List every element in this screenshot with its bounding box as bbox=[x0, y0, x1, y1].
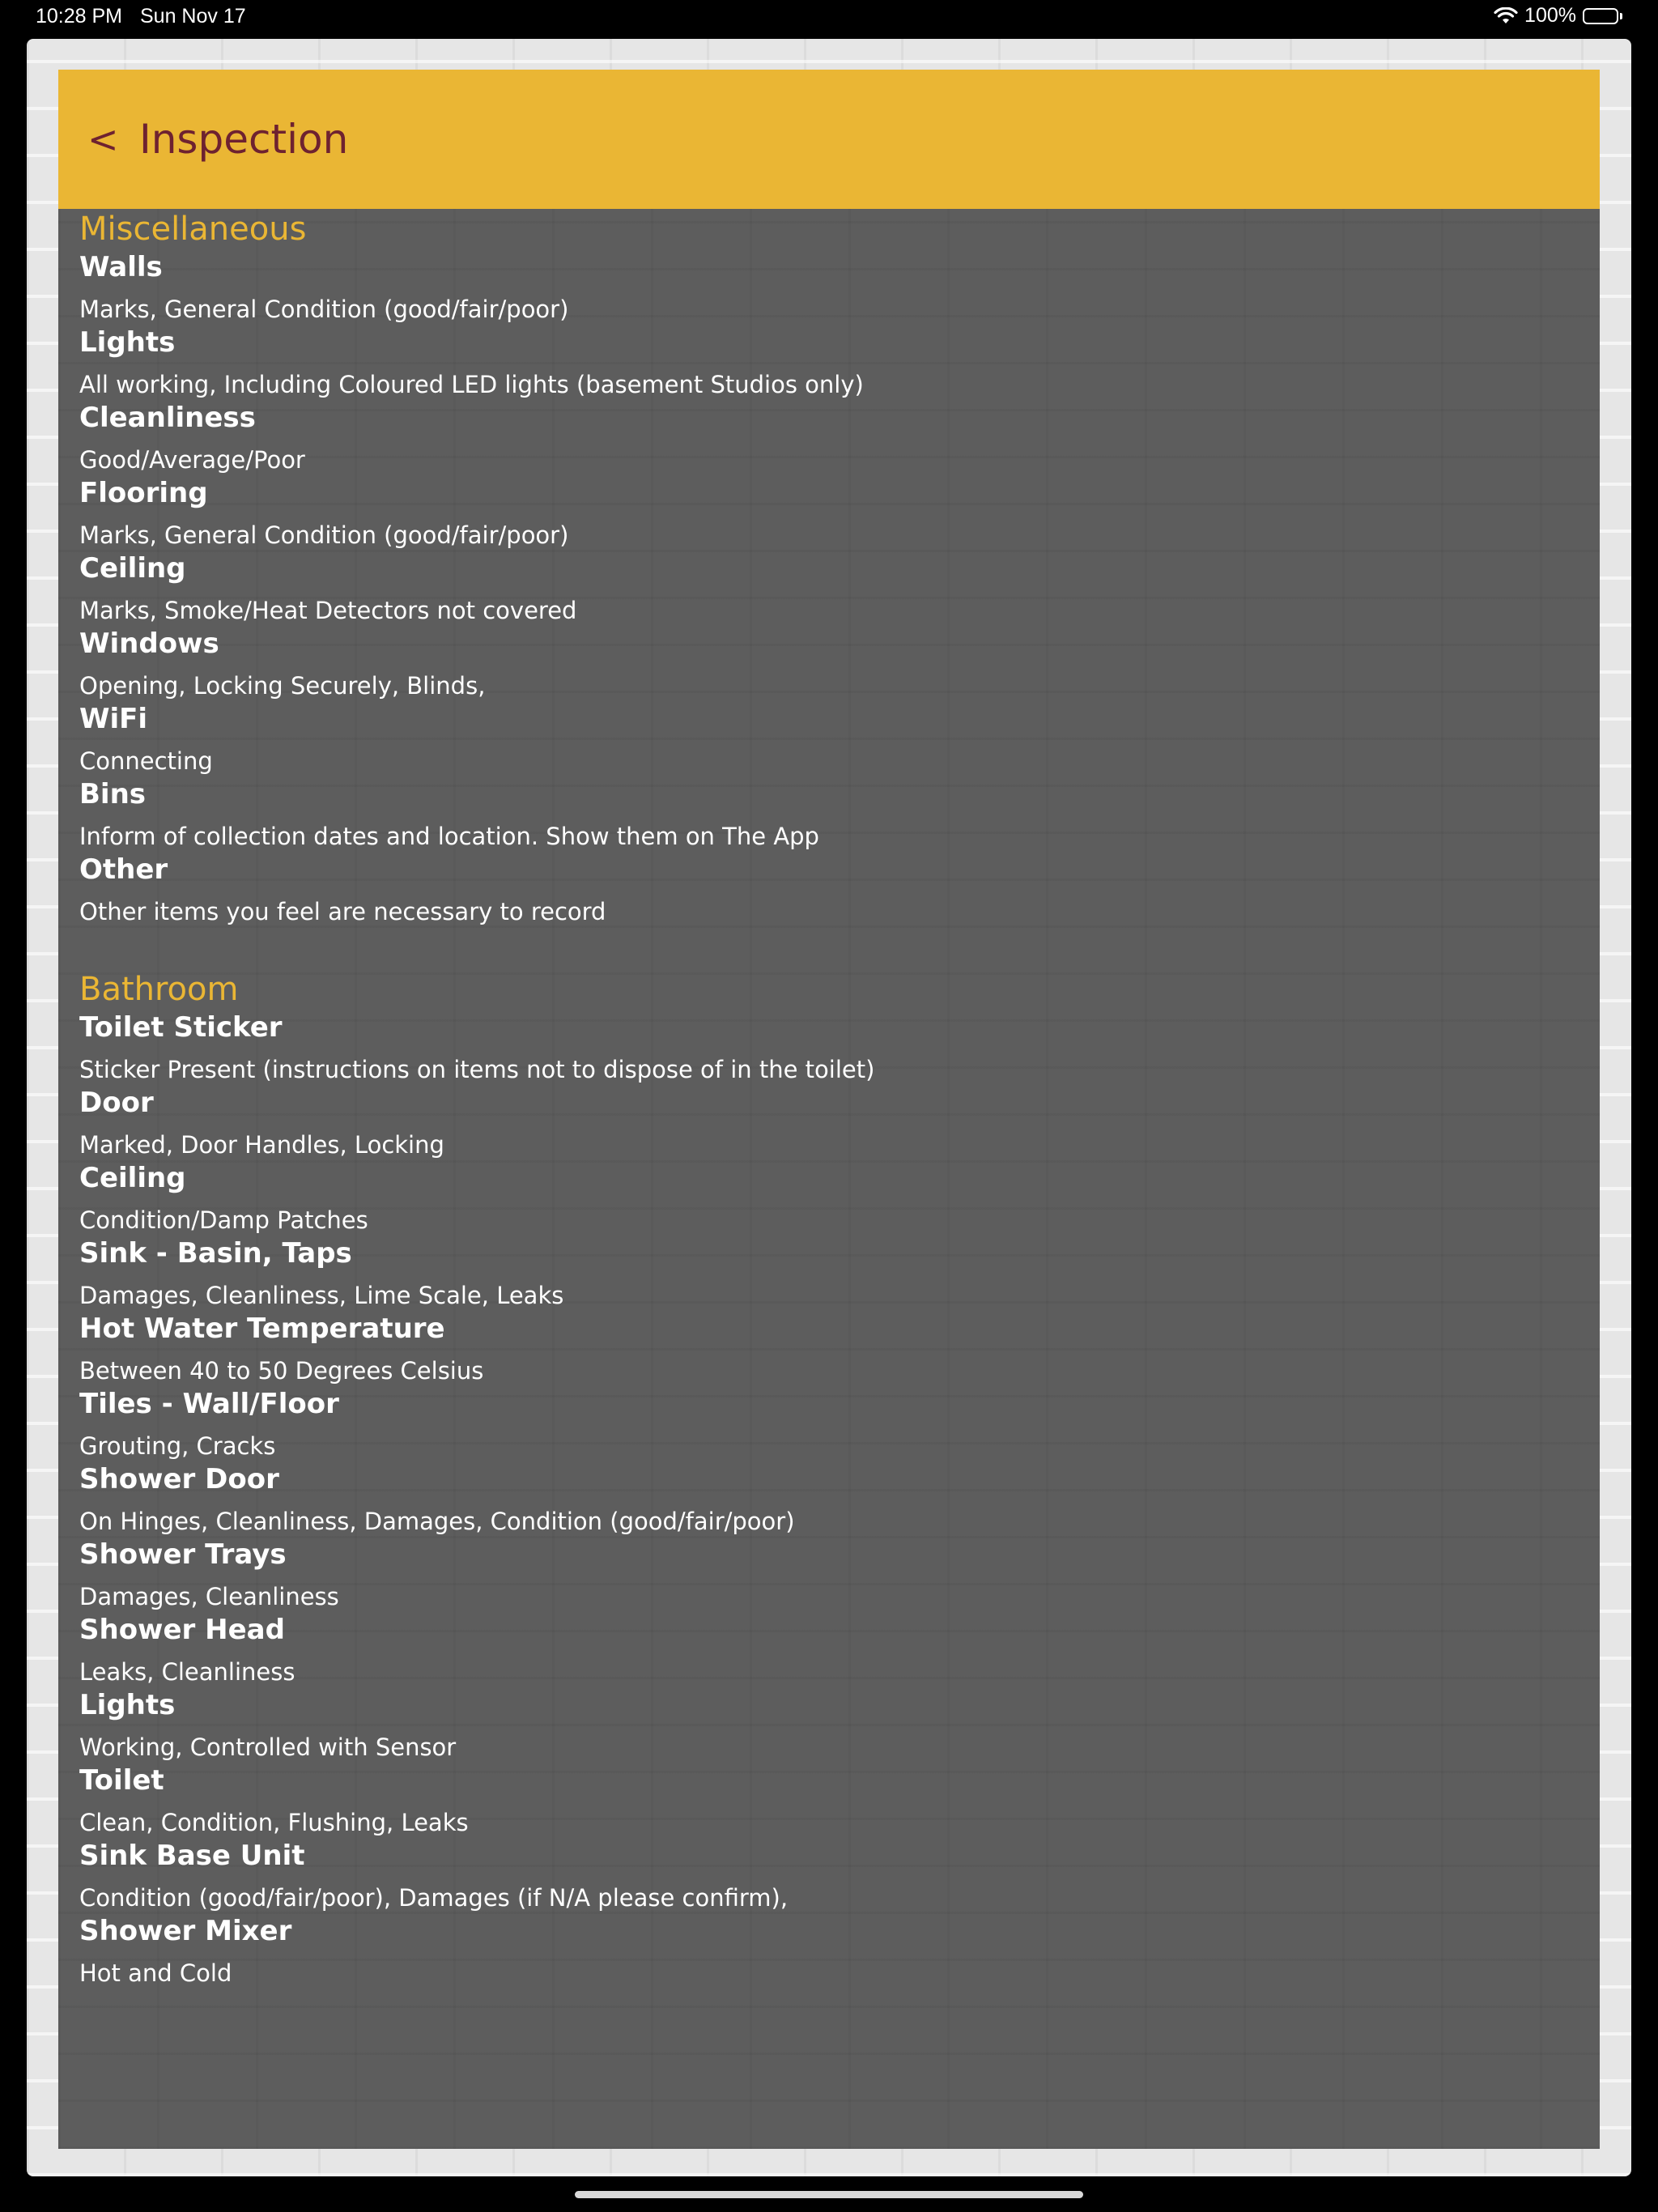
battery-percent: 100% bbox=[1524, 4, 1576, 27]
item-description: Working, Controlled with Sensor bbox=[79, 1733, 457, 1761]
battery-icon bbox=[1583, 8, 1622, 24]
item-title: Cleanliness bbox=[79, 402, 256, 434]
checklist-item[interactable] bbox=[79, 701, 1577, 776]
item-title: Shower Mixer bbox=[79, 1915, 292, 1947]
item-description: Damages, Cleanliness, Lime Scale, Leaks bbox=[79, 1282, 564, 1309]
item-description: Opening, Locking Securely, Blinds, bbox=[79, 672, 486, 700]
status-bar bbox=[0, 0, 1658, 32]
checklist-item[interactable] bbox=[79, 1461, 1577, 1537]
item-description: Between 40 to 50 Degrees Celsius bbox=[79, 1357, 484, 1385]
item-title: Lights bbox=[79, 1689, 176, 1721]
status-time: 10:28 PM bbox=[36, 5, 123, 28]
item-description: Clean, Condition, Flushing, Leaks bbox=[79, 1809, 469, 1836]
status-date: Sun Nov 17 bbox=[140, 5, 246, 28]
item-title: Sink - Basin, Taps bbox=[79, 1237, 352, 1270]
item-title: Toilet Sticker bbox=[79, 1011, 283, 1044]
checklist-item[interactable] bbox=[79, 1311, 1577, 1386]
checklist-item[interactable] bbox=[79, 400, 1577, 475]
item-description: Marks, General Condition (good/fair/poor) bbox=[79, 296, 569, 323]
item-description: All working, Including Coloured LED lights (basement Studios only) bbox=[79, 371, 864, 398]
item-description: Hot and Cold bbox=[79, 1959, 232, 1987]
item-description: Marks, General Condition (good/fair/poor) bbox=[79, 521, 569, 549]
checklist-item[interactable] bbox=[79, 852, 1577, 927]
checklist-item[interactable] bbox=[79, 1160, 1577, 1236]
section bbox=[79, 209, 1577, 927]
item-description: Leaks, Cleanliness bbox=[79, 1658, 295, 1686]
item-description: Damages, Cleanliness bbox=[79, 1583, 339, 1610]
item-description: Marks, Smoke/Heat Detectors not covered bbox=[79, 597, 577, 624]
item-title: Other bbox=[79, 853, 168, 886]
item-description: On Hinges, Cleanliness, Damages, Condition (good/fair/poor) bbox=[79, 1508, 795, 1535]
item-title: Sink Base Unit bbox=[79, 1840, 305, 1872]
item-description: Other items you feel are necessary to record bbox=[79, 898, 606, 925]
item-description: Grouting, Cracks bbox=[79, 1432, 276, 1460]
home-indicator bbox=[575, 2191, 1083, 2198]
item-title: Shower Head bbox=[79, 1614, 285, 1646]
item-title: Tiles - Wall/Floor bbox=[79, 1388, 339, 1420]
item-description: Inform of collection dates and location. Show them on The App bbox=[79, 823, 819, 850]
item-description: Good/Average/Poor bbox=[79, 446, 305, 474]
item-title: Lights bbox=[79, 326, 176, 359]
checklist-item[interactable] bbox=[79, 1010, 1577, 1085]
item-description: Sticker Present (instructions on items not to dispose of in the toilet) bbox=[79, 1056, 875, 1083]
item-title: Shower Trays bbox=[79, 1538, 287, 1571]
checklist-item[interactable] bbox=[79, 325, 1577, 400]
wifi-icon bbox=[1494, 7, 1518, 25]
header-bar bbox=[58, 70, 1600, 209]
checklist-item[interactable] bbox=[79, 1612, 1577, 1687]
checklist-item[interactable] bbox=[79, 776, 1577, 852]
checklist-item[interactable] bbox=[79, 1085, 1577, 1160]
item-title: Hot Water Temperature bbox=[79, 1312, 445, 1345]
item-title: Ceiling bbox=[79, 552, 186, 585]
status-indicators bbox=[1494, 4, 1622, 28]
item-title: Windows bbox=[79, 627, 219, 660]
section-title: Miscellaneous bbox=[79, 211, 307, 248]
item-title: Walls bbox=[79, 251, 163, 283]
checklist-item[interactable] bbox=[79, 1236, 1577, 1311]
chevron-left-icon: < bbox=[87, 117, 119, 161]
checklist-item[interactable] bbox=[79, 551, 1577, 626]
item-title: Door bbox=[79, 1087, 154, 1119]
checklist-item[interactable] bbox=[79, 626, 1577, 701]
item-description: Connecting bbox=[79, 747, 213, 775]
item-title: Bins bbox=[79, 778, 147, 810]
back-button[interactable] bbox=[87, 117, 117, 161]
item-description: Condition (good/fair/poor), Damages (if N/A please confirm), bbox=[79, 1884, 789, 1912]
section bbox=[79, 969, 1577, 1989]
checklist-item[interactable] bbox=[79, 475, 1577, 551]
section-title: Bathroom bbox=[79, 971, 239, 1008]
page-title: Inspection bbox=[139, 116, 349, 163]
checklist-item[interactable] bbox=[79, 1687, 1577, 1763]
item-description: Marked, Door Handles, Locking bbox=[79, 1131, 444, 1159]
checklist-item[interactable] bbox=[79, 1537, 1577, 1612]
checklist-item[interactable] bbox=[79, 1913, 1577, 1989]
checklist-item[interactable] bbox=[79, 1386, 1577, 1461]
item-description: Condition/Damp Patches bbox=[79, 1206, 368, 1234]
checklist-content[interactable] bbox=[79, 209, 1577, 2149]
item-title: WiFi bbox=[79, 703, 148, 735]
inspection-panel bbox=[58, 70, 1600, 2149]
item-title: Flooring bbox=[79, 477, 208, 509]
checklist-item[interactable] bbox=[79, 1763, 1577, 1838]
checklist-item[interactable] bbox=[79, 249, 1577, 325]
item-title: Shower Door bbox=[79, 1463, 279, 1495]
checklist-item[interactable] bbox=[79, 1838, 1577, 1913]
item-title: Toilet bbox=[79, 1764, 164, 1797]
item-title: Ceiling bbox=[79, 1162, 186, 1194]
